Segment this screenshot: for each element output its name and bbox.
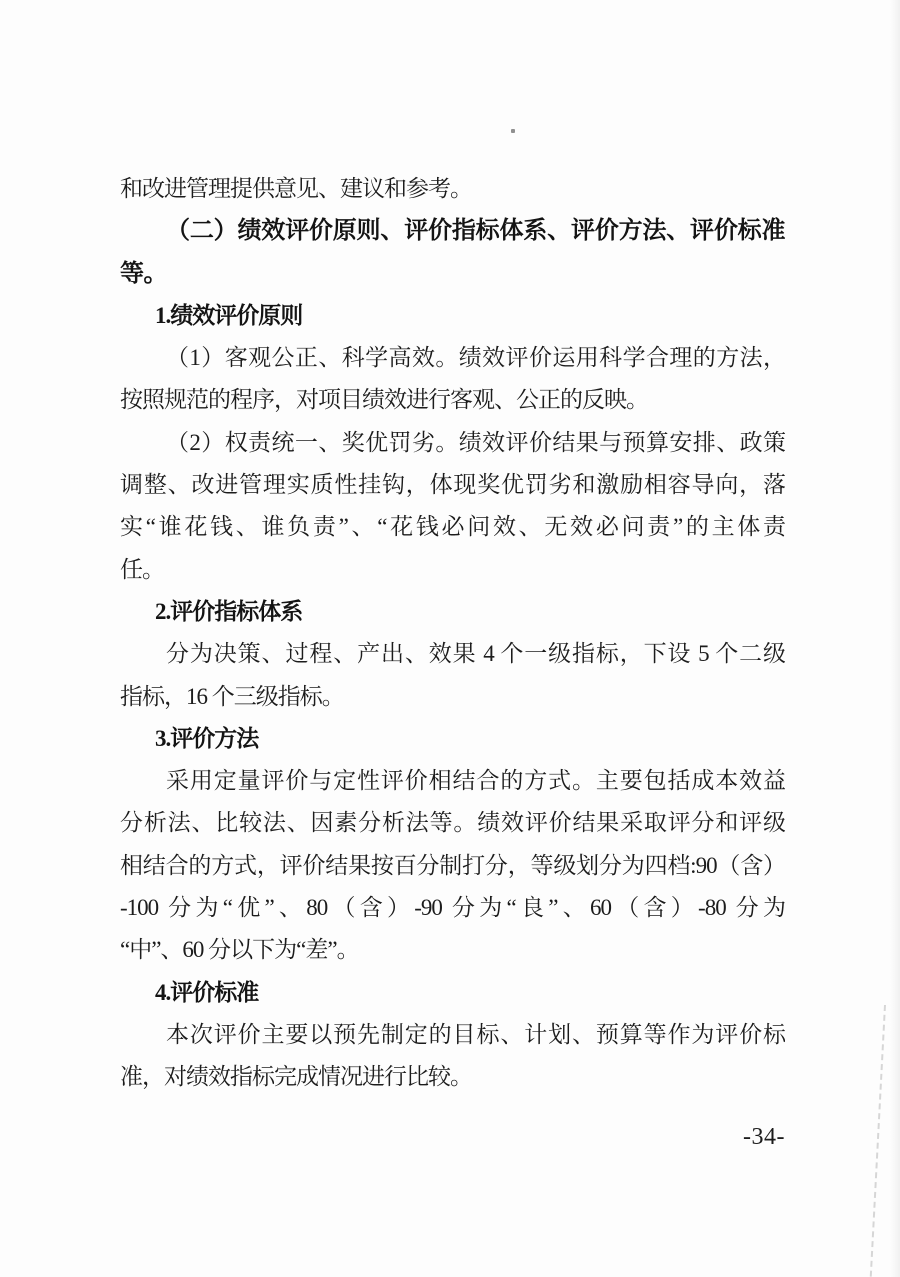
scan-edge-dotted-line-artifact [870, 1005, 886, 1277]
text-line: 分析法、比较法、因素分析法等。绩效评价结果采取评分和评级 [120, 810, 785, 836]
text-line: 和改进管理提供意见、建议和参考。 [120, 176, 472, 201]
text-line: 本次评价主要以预先制定的目标、计划、预算等作为评价标 [166, 1021, 785, 1047]
text-line: 调整、改进管理实质性挂钩，体现奖优罚劣和激励相容导向，落 [120, 472, 785, 498]
ink-speck-artifact [511, 129, 515, 133]
document-body [120, 168, 785, 1099]
text-line: 任。 [120, 556, 164, 582]
heading-line: （二）绩效评价原则、评价指标体系、评价方法、评价标准 [166, 218, 785, 245]
heading-line: 1.绩效评价原则 [155, 302, 303, 328]
page-number: -34- [743, 1124, 785, 1150]
heading-line: 2.评价指标体系 [155, 598, 303, 624]
text-line: （2）权责统一、奖优罚劣。绩效评价结果与预算安排、政策 [166, 429, 785, 455]
heading-line: 3.评价方法 [155, 725, 259, 751]
text-line: 分为决策、过程、产出、效果 4 个一级指标，下设 5 个二级 [166, 641, 785, 667]
text-line: “中”、60 分以下为“差”。 [120, 937, 359, 963]
heading-line: 等。 [120, 260, 167, 287]
text-line: （1）客观公正、科学高效。绩效评价运用科学合理的方法， [166, 345, 785, 371]
text-line: 采用定量评价与定性评价相结合的方式。主要包括成本效益 [166, 768, 785, 794]
page-edge-shadow [890, 0, 900, 1277]
text-line: 实“谁花钱、谁负责”、“花钱必问效、无效必问责”的主体责 [120, 514, 785, 540]
text-line: 相结合的方式，评价结果按百分制打分，等级划分为四档:90（含） [120, 852, 785, 878]
text-line: 准，对绩效指标完成情况进行比较。 [120, 1064, 472, 1090]
heading-line: 4.评价标准 [155, 979, 259, 1005]
text-line: 按照规范的程序，对项目绩效进行客观、公正的反映。 [120, 387, 648, 413]
text-line: 指标，16 个三级指标。 [120, 683, 344, 709]
text-line: -100 分为“优”、80（含）-90 分为“良”、60（含）-80 分为 [120, 895, 785, 921]
